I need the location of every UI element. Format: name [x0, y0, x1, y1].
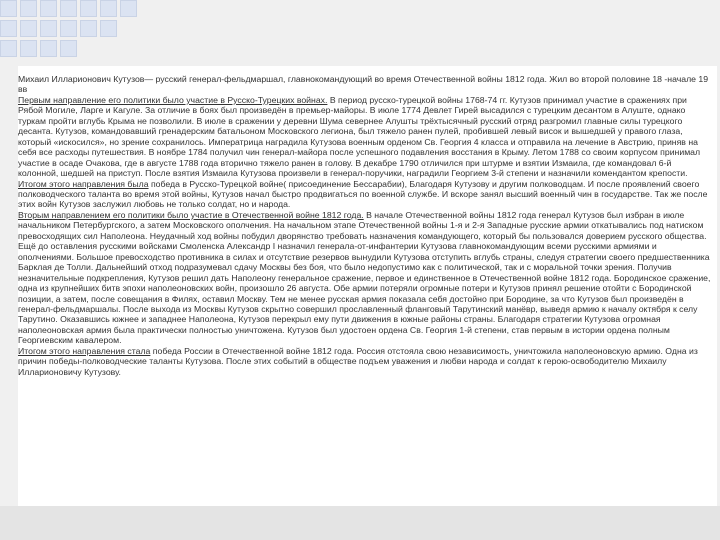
paragraph-lead: Первым направление его политики было участие в Русско-Турецких войнах.	[18, 94, 328, 105]
paragraph-patriotic-war-result	[18, 346, 712, 377]
paragraph-turkish-wars-result	[18, 179, 712, 210]
slide-bottom-band	[0, 506, 720, 540]
decorative-tile-grid	[0, 0, 137, 57]
slide-text-body	[18, 74, 712, 377]
paragraph-text: победа в Русско-Турецкой войне( присоединение Бессарабии), Благодаря Кутузову и другим полководцам. И после проявлений своего полководческого таланта во время этой войны, Кутузов начал быстро продвигаться по военной службе. И вскоре занял высший военный чин в государстве. Так же после этих войн Кутузов заслужил любовь не только солдат, но и народа.	[18, 178, 708, 210]
paragraph-patriotic-war	[18, 210, 712, 346]
paragraph-text: Михаил Илларионович Кутузов— русский генерал-фельдмаршал, главнокомандующий во время Отечественной войны 1812 года. Жил во второй половине 18 -начале 19 вв	[18, 74, 709, 95]
paragraph-intro	[18, 74, 712, 95]
paragraph-text: В период русско-турецкой войны 1768-74 гг. Кутузов принимал участие в сражениях при Рябой Могиле, Ларге и Кагуле. За отличие в боях был произведён в премьер-майоры. В июле 1774 Девлет Гирей высадился с турецким десантом в Алуште, однако туркам пройти вглубь Крыма не позволили. В июле в сражении у деревни Шума севернее Алушты трёхтысячный русский отряд разгромил главные силы турецкого десанта. Кутузов, командовавший гренадерским батальоном Московского легиона, был тяжело ранен пулей, пробившей левый висок и вышедшей у правого глаза, который «искосился», но зрение сохранилось. Императрица наградила Кутузова военным орденом Св. Георгия 4 класса и отправила на лечение в Австрию, приняв на себя все расходы путешествия. В ноябре 1784 получил чин генерал-майора после успешного подавления восстания в Крыму. Летом 1788 со своим корпусом принимал участие в осаде Очакова, где в августе 1788 года вторично тяжело ранен в голову. В декабре 1790 отличился при штурме и взятии Измаила, где командовал 6-й колонной, шедшей на приступ. После взятия Измаила Кутузова произвели в генерал-поручики, наградили Георгием 3-й степени и назначили комендантом крепости.	[18, 94, 701, 179]
paragraph-turkish-wars	[18, 95, 712, 179]
paragraph-text: В начале Отечественной войны 1812 года генерал Кутузов был избран в июле начальником Петербургского, а затем Московского ополчения. На начальном этапе Отечественной войны 1-я и 2-я Западные русские армии откатывались под натиском превосходящих сил Наполеона. Неудачный ход войны побудил дворянство требовать назначения командующего, который бы пользовался доверием русского общества. Ещё до оставления русскими войсками Смоленска Александр I назначил генерала-от-инфантерии Кутузова главнокомандующим всеми русскими армиями и ополчениями. Большое превосходство противника в силах и отсутствие резервов вынудили Кутузова отступить вглубь страны, следуя стратегии своего предшественника Барклая де Толли. Дальнейший отход подразумевал сдачу Москвы без боя, что было недопустимо как с политической, так и с моральной точки зрения. Получив незначительные подкрепления, Кутузов решил дать Наполеону генеральное сражение, первое и единственное в Отечественной войне 1812 года. Бородинское сражение, одна из крупнейших битв эпохи наполеоновских войн, произошло 26 августа. Обе армии потеряли огромные потери и Кутузов принял решение отойти с Бородинской позиции, а затем, после совещания в Филях, оставил Москву. Тем не менее русская армия показала себя достойно при Бородине, за что Кутузов был произведён в генерал-фельдмаршалы. После выхода из Москвы Кутузов скрытно совершил прославленный фланговый Тарутинский манёвр, выведя армию к началу октября к селу Тарутино. Оказавшись южнее и западнее Наполеона, Кутузов перекрыл ему пути движения в южные районы страны. Благодаря стратегии Кутузова огромная наполеоновская армия была практически полностью уничтожена. Кутузов был удостоен ордена Св. Георгия 1-й степени, став первым в истории ордена полным Георгиевским кавалером.	[18, 209, 711, 346]
paragraph-text: победа России в Отечественной войне 1812 года. Россия отстояла свою независимость, уничтожила наполеоновскую армию. Одна из причин победы-полководческие таланты Кутузова. После этих событий в обществе подъем уважения и любви народа и солдат к герою-освободителю Михаилу Илларионовичу Кутузову.	[18, 345, 698, 377]
paragraph-lead: Итогом этого направления стала	[18, 345, 151, 356]
paragraph-lead: Вторым направлением его политики было участие в Отечественной войне 1812 года.	[18, 209, 364, 220]
paragraph-lead: Итогом этого направления была	[18, 178, 149, 189]
